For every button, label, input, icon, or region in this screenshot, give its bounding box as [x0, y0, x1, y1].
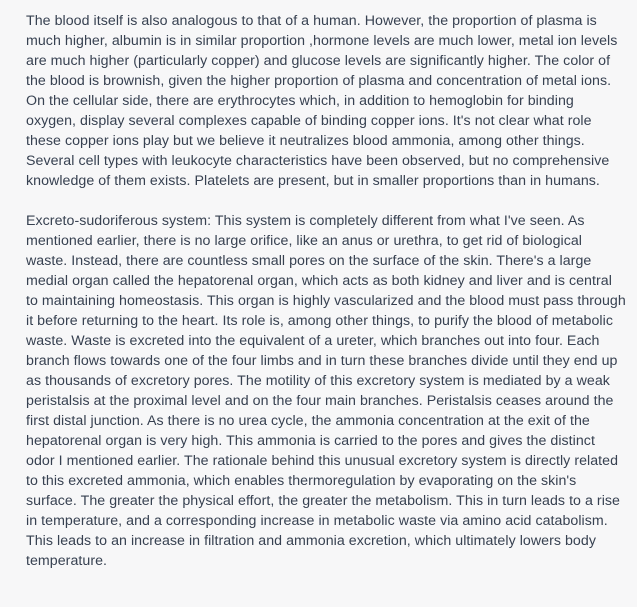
- paragraph-blood: The blood itself is also analogous to that of a human. However, the proportion of plasma is much higher, albumin is in similar proportion ,hormone levels are much lower, metal ion levels are much higher (particularly copper) and glucose levels are significantly higher. The color of the blood is brownish, given the higher proportion of plasma and concentration of metal ions. On the cellular side, there are erythrocytes which, in addition to hemoglobin for binding oxygen, display several complexes capable of binding copper ions. It's not clear what role these copper ions play but we believe it neutralizes blood ammonia, among other things. Several cell types with leukocyte characteristics have been observed, but no comprehensive knowledge of them exists. Platelets are present, but in smaller proportions than in humans.: [26, 13, 618, 189]
- document-body: [26, 11, 626, 591]
- paragraph-excreto-sudoriferous-system: Excreto-sudoriferous system: This system is completely different from what I've seen. As mentioned earlier, there is no large orifice, like an anus or urethra, to get rid of biological waste. Instead, there are countless small pores on the surface of the skin. There's a large medial organ called the hepatorenal organ, which acts as both kidney and liver and is central to maintaining homeostasis. This organ is highly vascularized and the blood must pass through it before returning to the heart. Its role is, among other things, to purify the blood of metabolic waste. Waste is excreted into the equivalent of a ureter, which branches out into four. Each branch flows towards one of the four limbs and in turn these branches divide until they end up as thousands of excretory pores. The motility of this excretory system is mediated by a weak peristalsis at the proximal level and on the four main branches. Peristalsis ceases around the first distal junction. As there is no urea cycle, the ammonia concentration at the exit of the hepatorenal organ is very high. This ammonia is carried to the pores and gives the distinct odor I mentioned earlier. The rationale behind this unusual excretory system is directly related to this excreted ammonia, which enables thermoregulation by evaporating on the skin's surface. The greater the physical effort, the greater the metabolism. This in turn leads to a rise in temperature, and a corresponding increase in metabolic waste via amino acid catabolism. This leads to an increase in filtration and ammonia excretion, which ultimately lowers body temperature.: [26, 213, 626, 569]
